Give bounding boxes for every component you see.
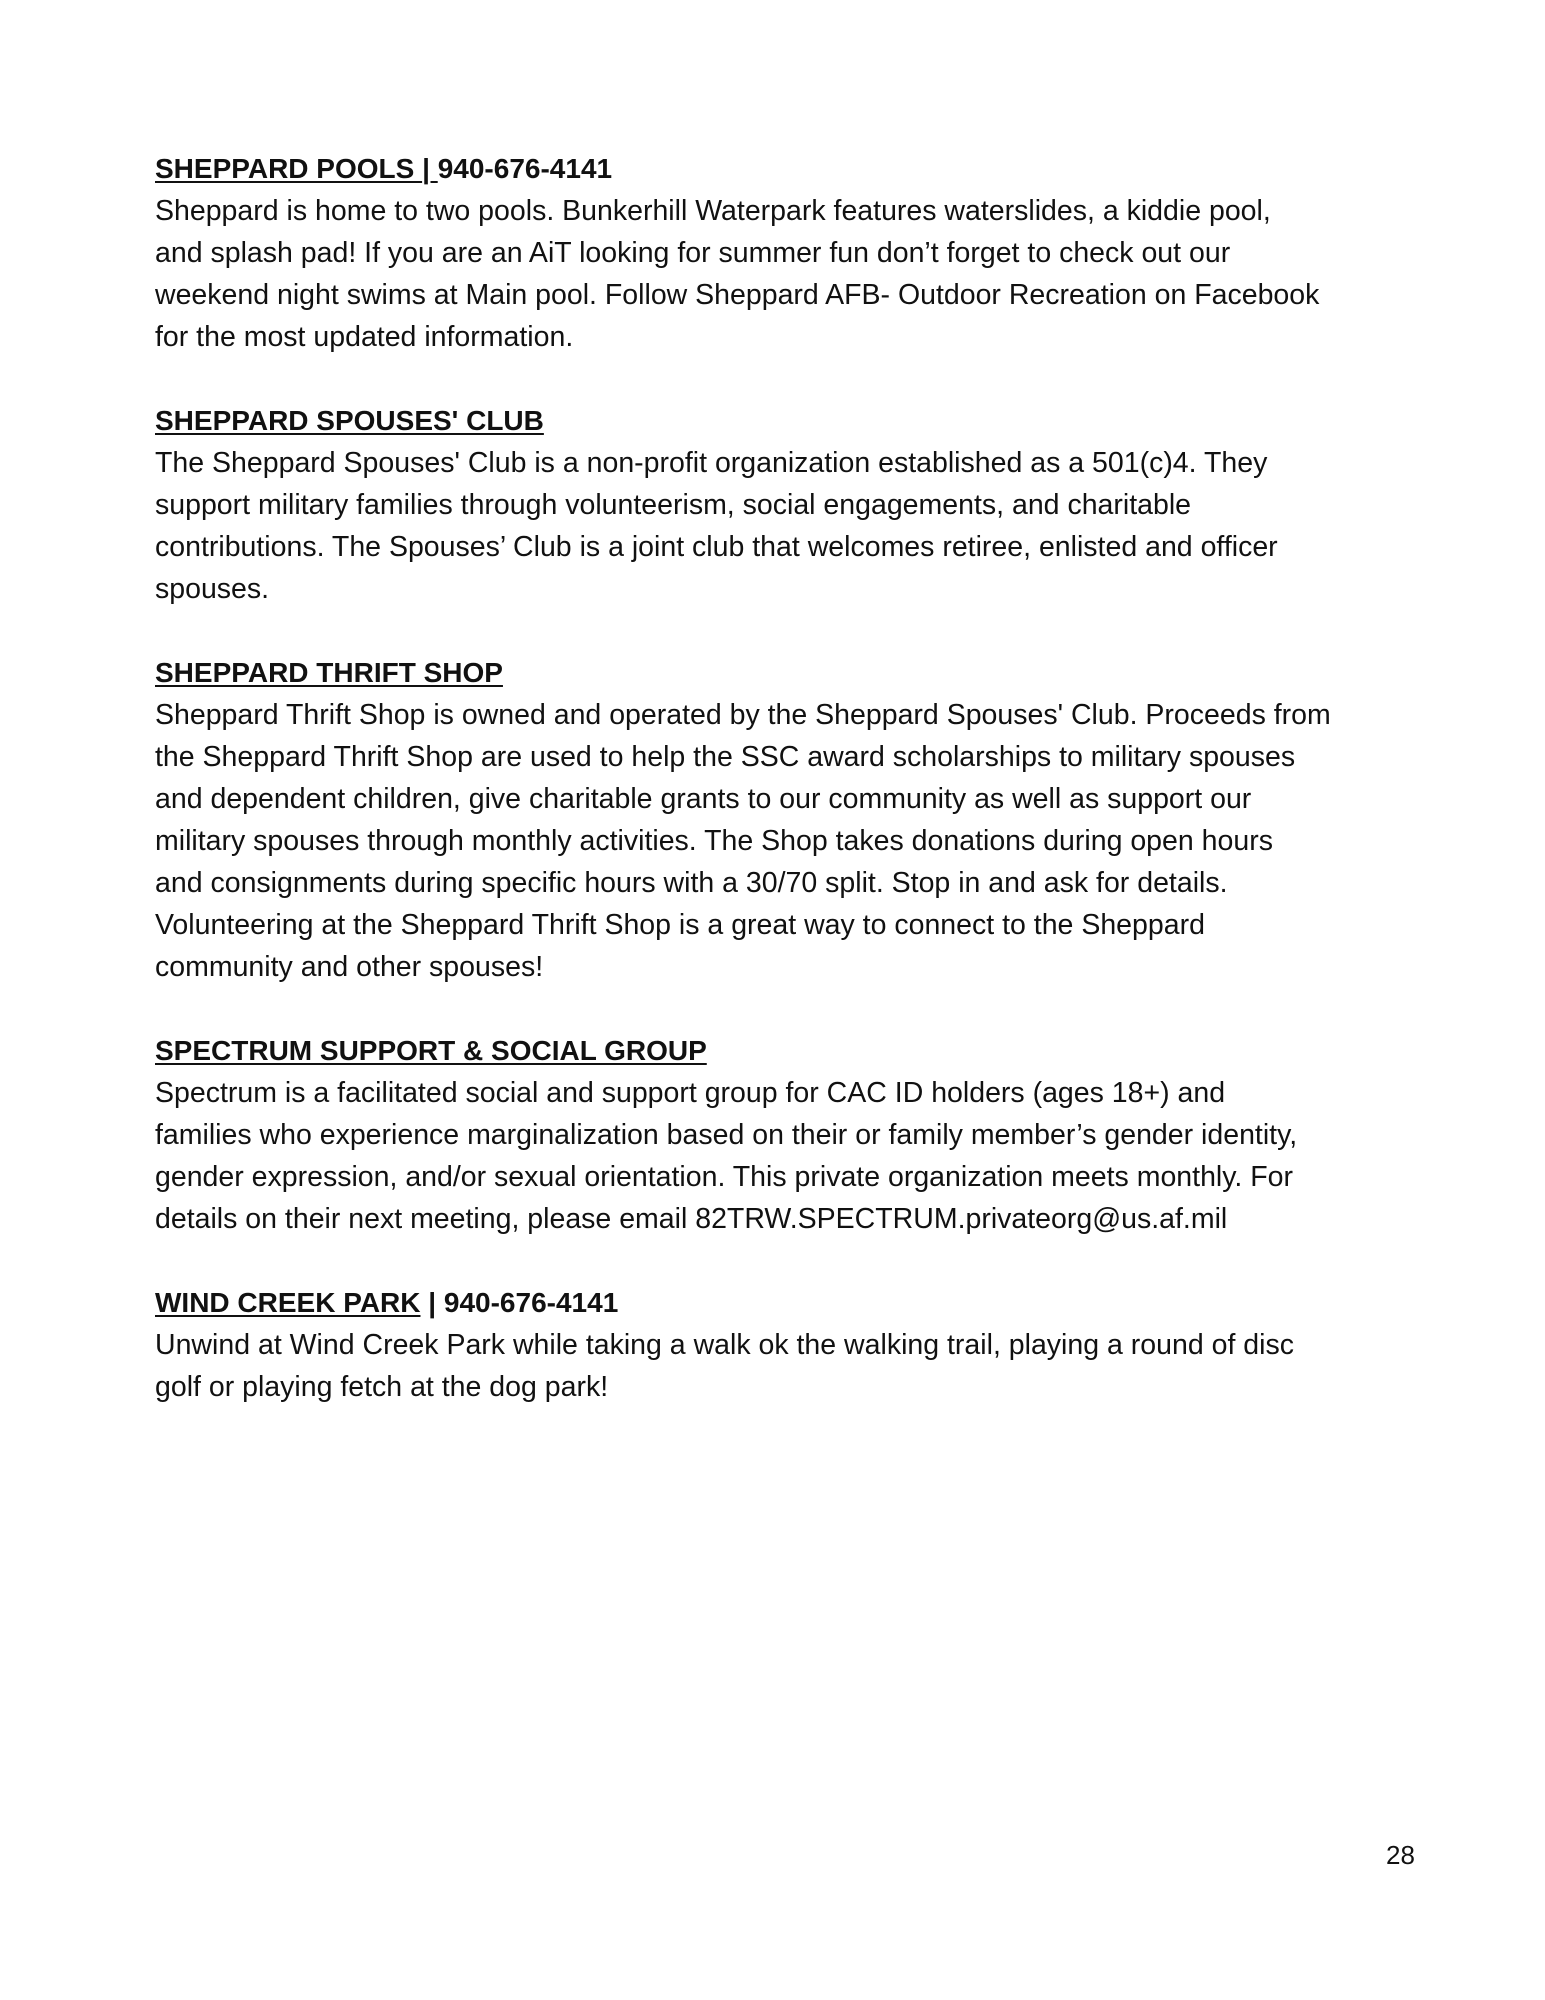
section-heading: [155, 1282, 1405, 1324]
section-heading: [155, 652, 1405, 694]
section-body: The Sheppard Spouses' Club is a non-profit organization established as a 501(c)4. They support military families through volunteerism, social engagements, and charitable contributions. The Spouses’ Club is a joint club that welcomes retiree, enlisted and officer spouses.: [155, 447, 1278, 605]
section-heading: [155, 1030, 1405, 1072]
section-title: SHEPPARD THRIFT SHOP: [155, 657, 503, 688]
section-body: Spectrum is a facilitated social and support group for CAC ID holders (ages 18+) and families who experience marginalization based on their or family member’s gender identity, gender expression, and/or sexual orientation. This private organization meets monthly. For details on their next meeting, please email 82TRW.SPECTRUM.privateorg@us.af.mil: [155, 1077, 1298, 1235]
section-spectrum-support-group: [155, 1030, 1405, 1240]
section-body: Unwind at Wind Creek Park while taking a walk ok the walking trail, playing a round of disc golf or playing fetch at the dog park!: [155, 1329, 1294, 1403]
page-content: [155, 148, 1405, 1450]
section-title: WIND CREEK PARK: [155, 1287, 421, 1318]
section-heading: [155, 400, 1405, 442]
section-title: SHEPPARD SPOUSES' CLUB: [155, 405, 544, 436]
section-title: SPECTRUM SUPPORT & SOCIAL GROUP: [155, 1035, 707, 1066]
section-sheppard-thrift-shop: [155, 652, 1405, 988]
phone-number: 940-676-4141: [443, 1287, 619, 1318]
section-heading: [155, 148, 1405, 190]
section-title: SHEPPARD POOLS: [155, 153, 423, 184]
page-number: 28: [1386, 1840, 1415, 1870]
phone-number: 940-676-4141: [437, 153, 613, 184]
section-body: Sheppard Thrift Shop is owned and operated by the Sheppard Spouses' Club. Proceeds from the Sheppard Thrift Shop are used to help the SSC award scholarships to military spouses and dependent children, give charitable grants to our community as well as support our military spouses through monthly activities. The Shop takes donations during open hours and consignments during specific hours with a 30/70 split. Stop in and ask for details. Volunteering at the Sheppard Thrift Shop is a great way to connect to the Sheppard community and other spouses!: [155, 699, 1331, 983]
section-sheppard-pools: [155, 148, 1405, 358]
heading-separator: |: [422, 153, 438, 184]
section-sheppard-spouses-club: [155, 400, 1405, 610]
heading-separator: |: [420, 1287, 444, 1318]
section-wind-creek-park: [155, 1282, 1405, 1408]
section-body: Sheppard is home to two pools. Bunkerhill Waterpark features waterslides, a kiddie pool, and splash pad! If you are an AiT looking for summer fun don’t forget to check out our weekend night swims at Main pool. Follow Sheppard AFB- Outdoor Recreation on Facebook for the most updated information.: [155, 195, 1320, 353]
